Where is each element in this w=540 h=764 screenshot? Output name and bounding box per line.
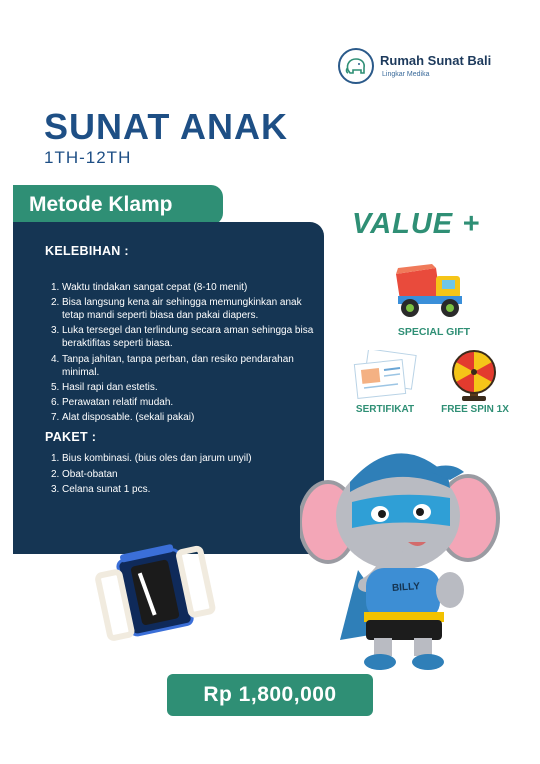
- list-item: 6. Perawatan relatif mudah.: [51, 396, 174, 408]
- method-label: Metode Klamp: [13, 185, 223, 225]
- page-title: SUNAT ANAK: [44, 106, 288, 147]
- spin-wheel-icon: [450, 350, 498, 402]
- list-item: 5. Hasil rapi dan estetis.: [51, 381, 158, 393]
- certificate-icon: [352, 350, 418, 402]
- list-item: 2. Bisa langsung kena air sehingga memungkinkan anak tetap mandi seperti biasa dan pakai diapers.: [51, 297, 302, 322]
- toy-truck-icon: [392, 262, 470, 324]
- paket-list: [45, 452, 314, 496]
- list-item: 3. Celana sunat 1 pcs.: [51, 484, 151, 496]
- klamp-device-icon: [94, 540, 220, 645]
- info-panel: [13, 222, 324, 554]
- list-item: 3. Luka tersegel dan terlindung secara aman sehingga bisa beraktifitas seperti biasa.: [51, 325, 314, 350]
- paket-title: PAKET :: [45, 430, 97, 445]
- age-range: 1TH-12TH: [44, 148, 132, 167]
- elephant-logo-icon: [338, 48, 374, 84]
- list-item: 1. Bius kombinasi. (bius oles dan jarum unyil): [51, 453, 252, 465]
- price-badge: Rp 1,800,000: [167, 674, 373, 716]
- special-gift-label: SPECIAL GIFT: [397, 326, 471, 338]
- brand-sub: Lingkar Medika: [382, 71, 430, 78]
- list-item: 1. Waktu tindakan sangat cepat (8-10 menit): [51, 282, 248, 293]
- certificate-label: SERTIFIKAT: [355, 404, 415, 415]
- list-item: 7. Alat disposable. (sekali pakai): [51, 412, 195, 424]
- value-title: VALUE +: [352, 208, 481, 240]
- mascot-shirt-text: BILLY: [391, 581, 421, 594]
- list-item: 4. Tanpa jahitan, tanpa perban, dan resiko pendarahan minimal.: [51, 353, 294, 378]
- free-spin-label: FREE SPIN 1X: [441, 404, 509, 415]
- kelebihan-title: KELEBIHAN :: [45, 244, 129, 258]
- brand-logo: [338, 48, 491, 84]
- elephant-mascot-icon: [300, 430, 510, 675]
- brand-name: Rumah Sunat Bali: [380, 53, 492, 68]
- list-item: 2. Obat-obatan: [51, 468, 118, 480]
- kelebihan-list: [45, 281, 314, 424]
